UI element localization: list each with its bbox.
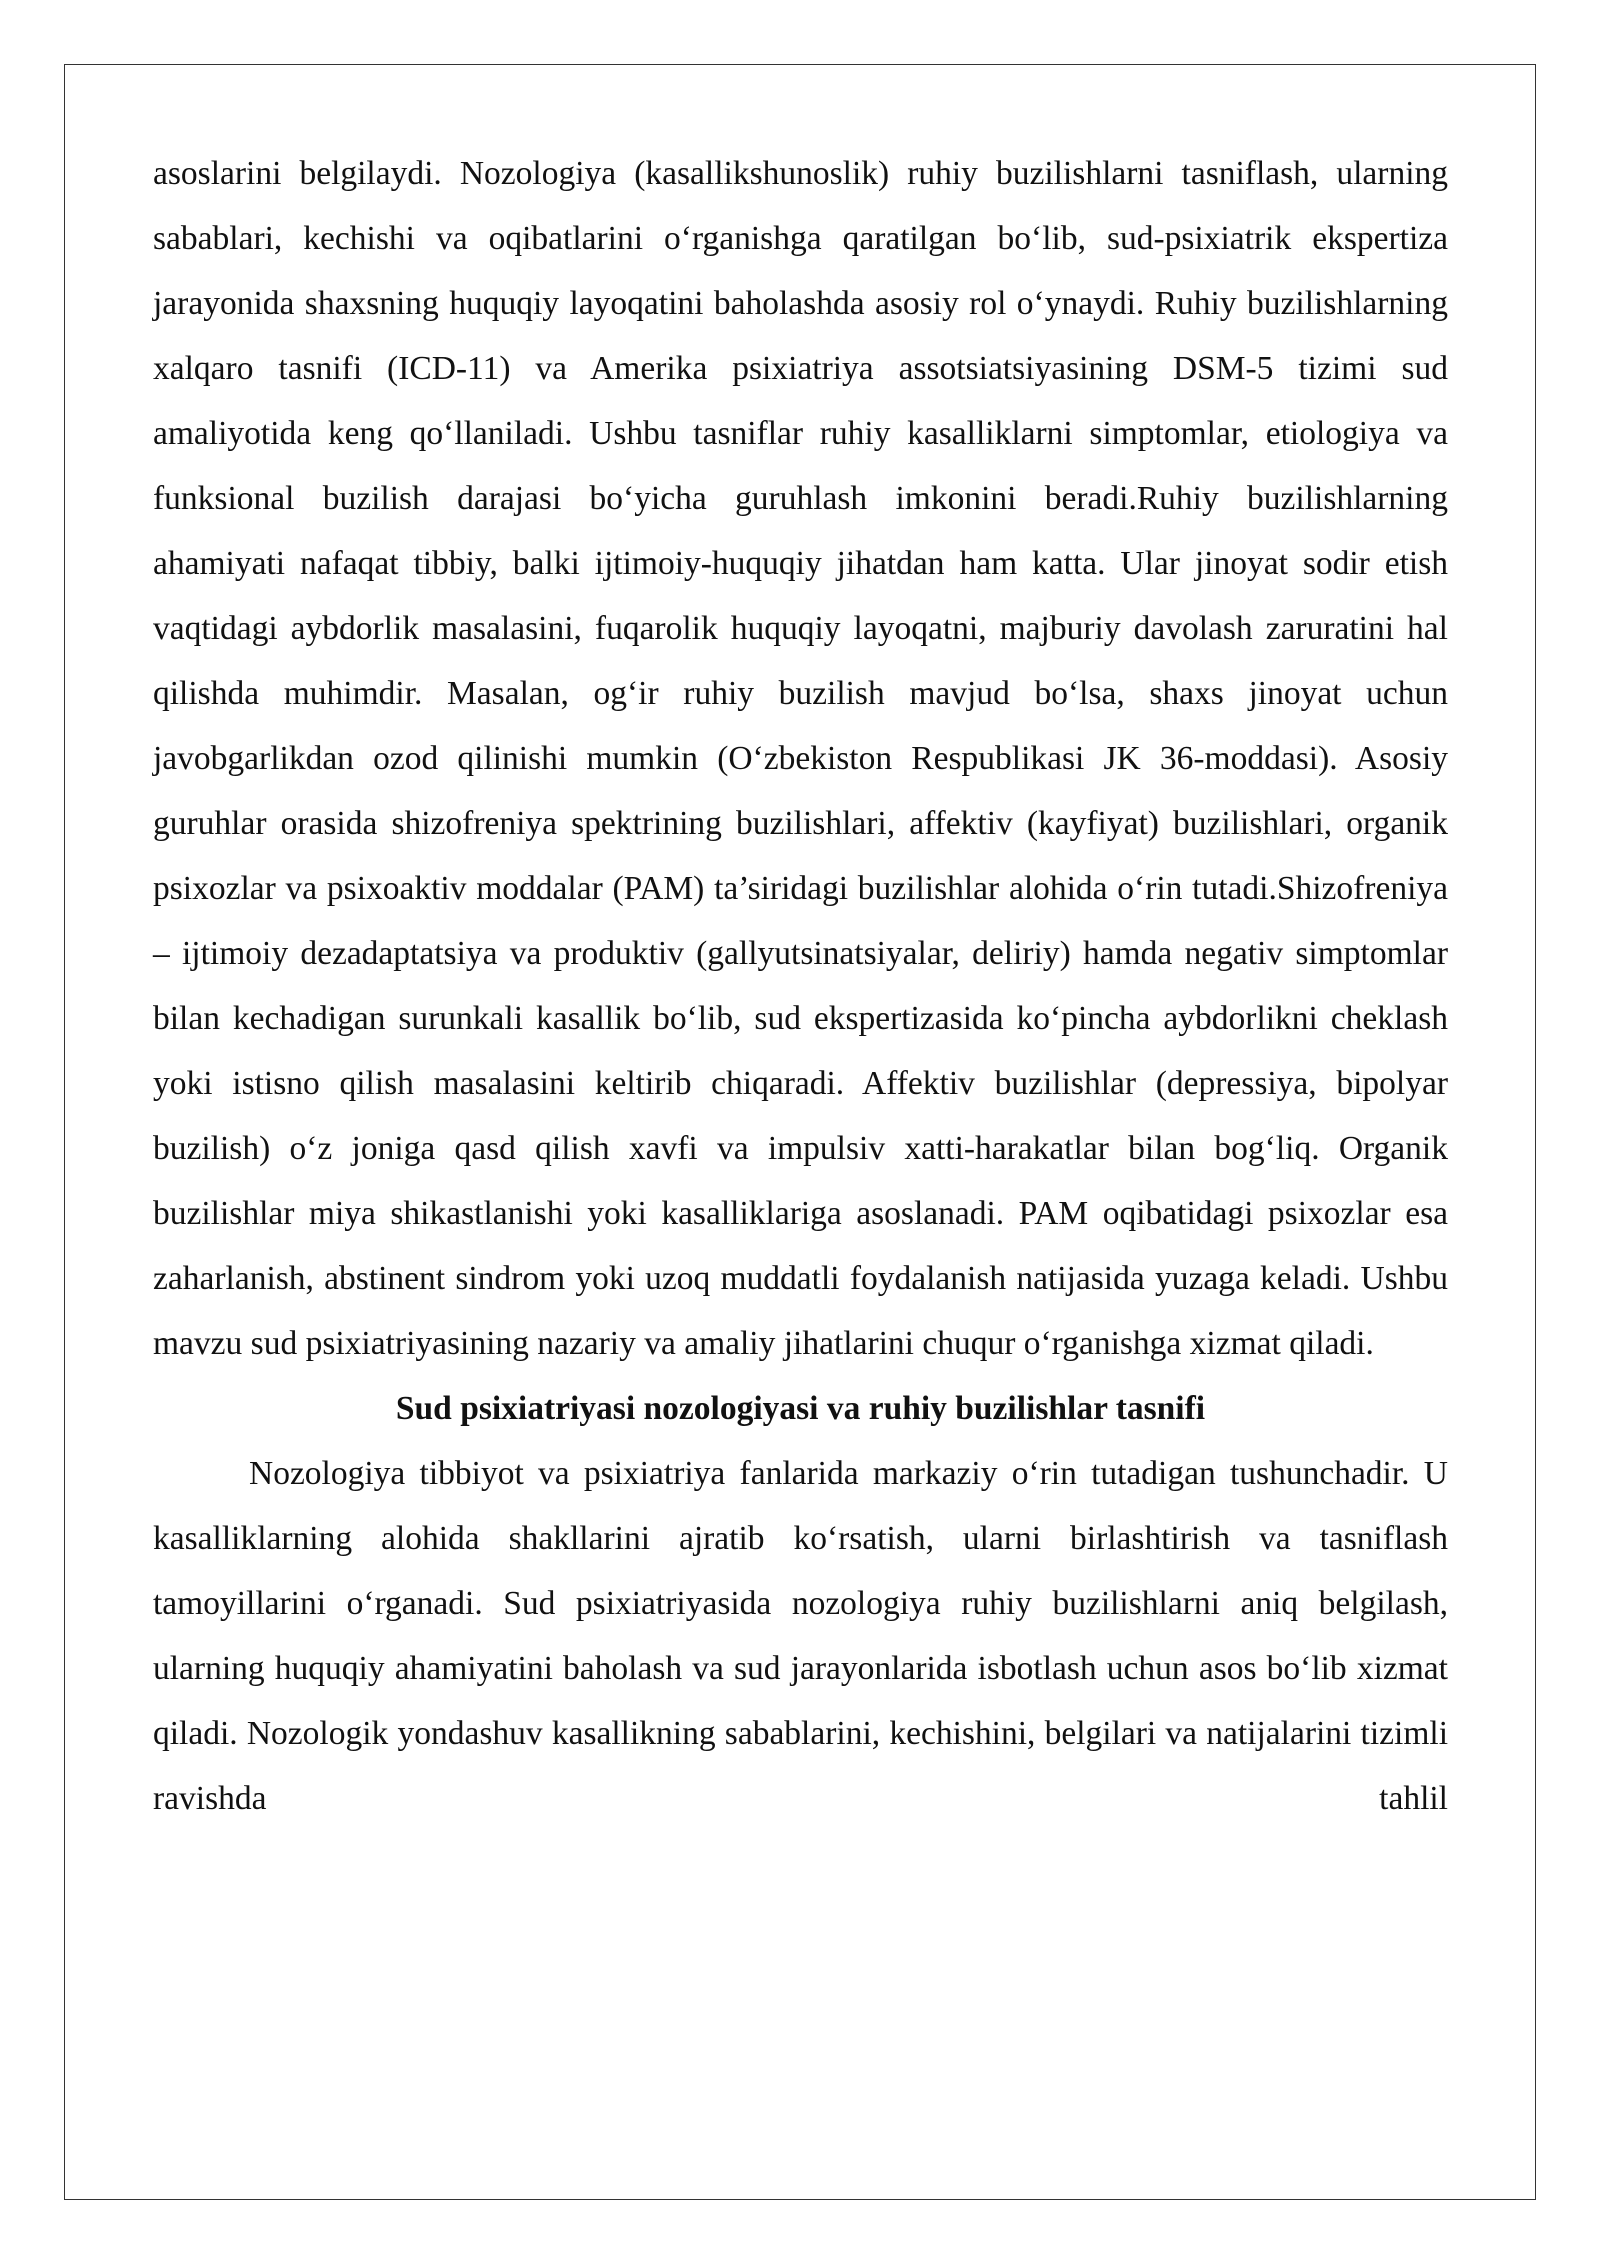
section-heading: Sud psixiatriyasi nozologiyasi va ruhiy buzilishlar tasnifi bbox=[395, 1390, 1206, 1427]
body-paragraph-intro: asoslarini belgilaydi. Nozologiya (kasallikshunoslik) ruhiy buzilishlarni tasniflash, ularning sabablari, kechishi va oqibatlarini o‘rganishga qaratilgan bo‘lib, sud-psixiatrik ekspertiza jarayonida shaxsning huquqiy layoqatini baholashda asosiy rol o‘ynaydi. Ruhiy buzilishlarning xalqaro tasnifi (ICD-11) va Amerika psixiatriya assotsiatsiyasining DSM-5 tizimi sud amaliyotida keng qo‘llaniladi. Ushbu tasniflar ruhiy kasalliklarni simptomlar, etiologiya va funksional buzilish darajasi bo‘yicha guruhlash imkonini beradi.Ruhiy buzilishlarning ahamiyati nafaqat tibbiy, balki ijtimoiy-huquqiy jihatdan ham katta. Ular jinoyat sodir etish vaqtidagi aybdorlik masalasini, fuqarolik huquqiy layoqatni, majburiy davolash zaruratini hal qilishda muhimdir. Masalan, og‘ir ruhiy buzilish mavjud bo‘lsa, shaxs jinoyat uchun javobgarlikdan ozod qilinishi mumkin (O‘zbekiston Respublikasi JK 36-moddasi). Asosiy guruhlar orasida shizofreniya spektrining buzilishlari, affektiv (kayfiyat) buzilishlari, organik psixozlar va psixoaktiv moddalar (PAM) ta’siridagi buzilishlar alohida o‘rin tutadi.Shizofreniya – ijtimoiy dezadaptatsiya va produktiv (gallyutsinatsiyalar, deliriy) hamda negativ simptomlar bilan kechadigan surunkali kasallik bo‘lib, sud ekspertizasida ko‘pincha aybdorlikni cheklash yoki istisno qilish masalasini keltirib chiqaradi. Affektiv buzilishlar (depressiya, bipolyar buzilish) o‘z joniga qasd qilish xavfi va impulsiv xatti-harakatlar bilan bog‘liq. Organik buzilishlar miya shikastlanishi yoki kasalliklariga asoslanadi. PAM oqibatidagi psixozlar esa zaharlanish, abstinent sindrom yoki uzoq muddatli foydalanish natijasida yuzaga keladi. Ushbu mavzu sud psixiatriyasining nazariy va amaliy jihatlarini chuqur o‘rganishga xizmat qiladi. bbox=[153, 155, 1448, 1362]
body-paragraph-nozologiya: Nozologiya tibbiyot va psixiatriya fanlarida markaziy o‘rin tutadigan tushunchadir. U kasalliklarning alohida shakllarini ajratib ko‘rsatish, ularni birlashtirish va tasniflash tamoyillarini o‘rganadi. Sud psixiatriyasida nozologiya ruhiy buzilishlarni aniq belgilash, ularning huquqiy ahamiyatini baholash va sud jarayonlarida isbotlash uchun asos bo‘lib xizmat qiladi. Nozologik yondashuv kasallikning sabablarini, kechishini, belgilari va natijalarini tizimli ravishda tahlil bbox=[153, 1455, 1448, 1817]
document-body bbox=[153, 141, 1448, 1831]
